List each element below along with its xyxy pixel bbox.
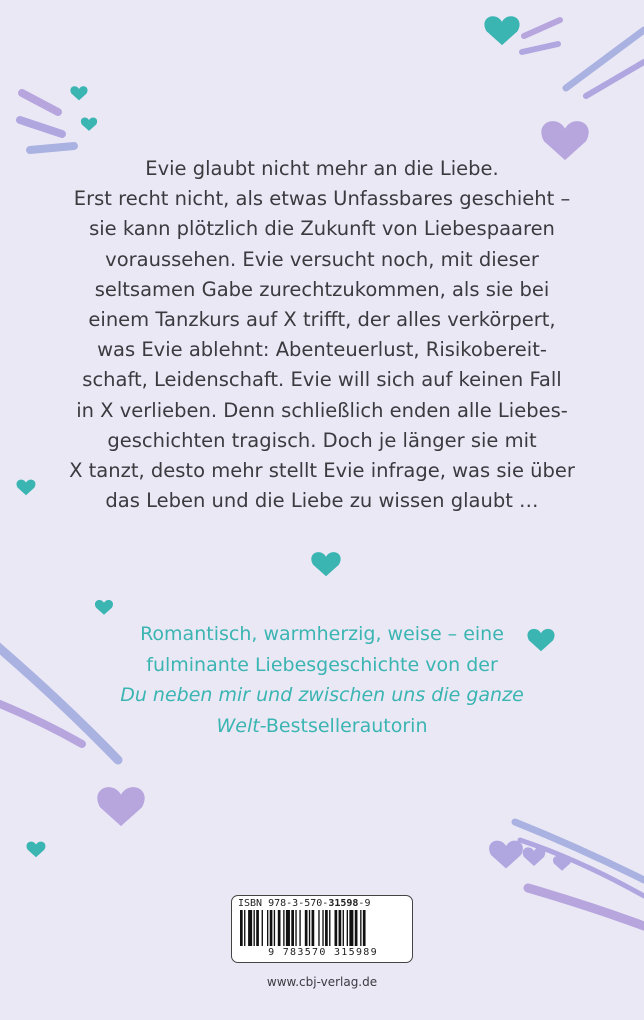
blurb-line: X tanzt, desto mehr stellt Evie infrage, was sie über — [69, 459, 575, 483]
barcode-digits: 9 783570 315989 — [268, 947, 378, 958]
barcode-box — [231, 895, 413, 963]
blurb-line: das Leben und die Liebe zu wissen glaubt … — [105, 489, 539, 513]
blurb-line: in X verlieben. Denn schließlich enden alle Liebes- — [76, 398, 568, 422]
blurb-line: voraussehen. Evie versucht noch, mit dieser — [105, 247, 539, 271]
blurb-text — [0, 154, 644, 516]
tagline — [0, 619, 644, 741]
tagline-line: Romantisch, warmherzig, weise – eine — [140, 623, 504, 645]
blurb-line: sie kann plötzlich die Zukunft von Liebespaaren — [89, 217, 555, 241]
blurb-line: einem Tanzkurs auf X trifft, der alles verkörpert, — [88, 308, 556, 332]
isbn-label: ISBN 978-3-570-31598-9 — [238, 898, 371, 909]
tagline-line: -Bestsellerautorin — [259, 714, 428, 737]
tagline-line: fulminante Liebesgeschichte von der — [146, 653, 498, 676]
blurb-line: was Evie ablehnt: Abenteuerlust, Risikobereit- — [97, 338, 547, 362]
publisher-website: www.cbj-verlag.de — [266, 975, 378, 989]
blurb-line: geschichten tragisch. Doch je länger sie mit — [107, 428, 537, 452]
blurb-line: schaft, Leidenschaft. Evie will sich auf keinen Fall — [82, 368, 562, 392]
tagline-book-title: Du neben mir und zwischen uns die ganze — [120, 684, 524, 706]
tagline-book-title-end: Welt — [216, 714, 260, 737]
blurb-line: Evie glaubt nicht mehr an die Liebe. — [145, 157, 499, 180]
blurb-line: seltsamen Gabe zurechtzukommen, als sie bei — [94, 277, 550, 301]
barcode-icon — [240, 910, 406, 946]
blurb-line: Erst recht nicht, als etwas Unfassbares geschieht – — [73, 187, 571, 211]
